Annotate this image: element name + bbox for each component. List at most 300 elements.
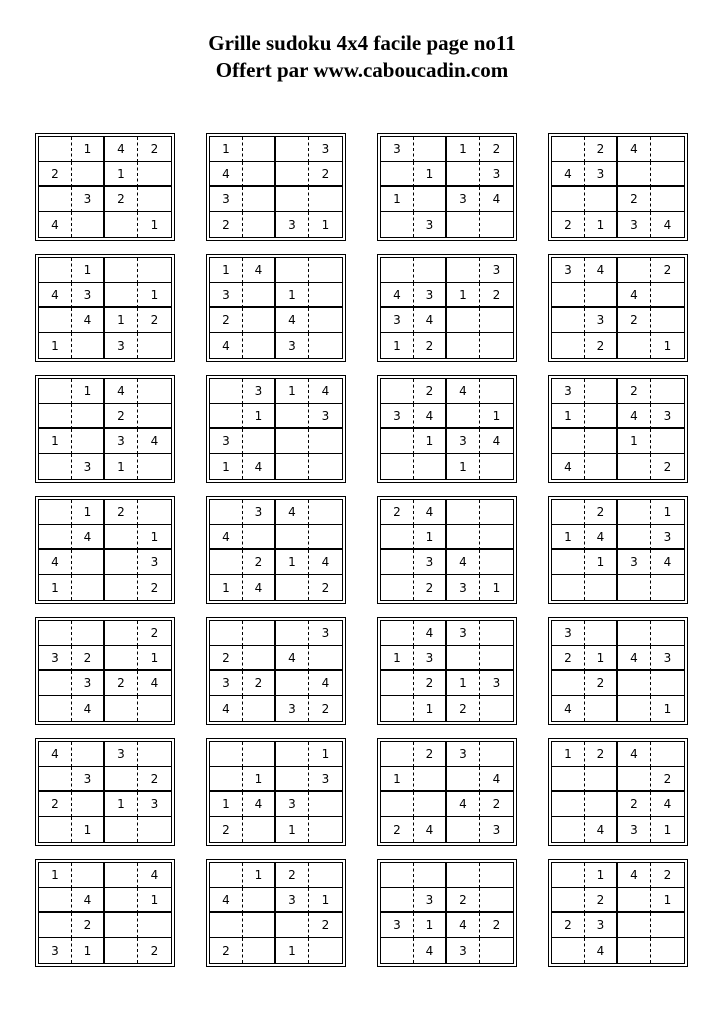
sudoku-grid-inner [209,257,343,359]
sudoku-cell [138,696,171,721]
sudoku-cell [381,379,414,404]
sudoku-cell [105,283,138,308]
sudoku-cell: 2 [480,137,513,162]
sudoku-cell [105,646,138,671]
sudoku-grid-inner [380,620,514,722]
sudoku-cell: 2 [381,500,414,525]
sudoku-cell [72,429,105,454]
sudoku-cell: 1 [414,913,447,938]
sudoku-cell: 2 [138,308,171,333]
sudoku-cell [618,333,651,358]
sudoku-cell: 4 [480,187,513,212]
sudoku-cell: 4 [276,308,309,333]
sudoku-cell [414,137,447,162]
sudoku-cell: 4 [138,429,171,454]
sudoku-cell: 2 [243,671,276,696]
sudoku-cell: 2 [105,404,138,429]
sudoku-grid [206,375,346,483]
sudoku-cell [585,187,618,212]
sudoku-cell: 4 [663,217,672,232]
sudoku-cell [309,817,342,842]
sudoku-grid [548,254,688,362]
sudoku-cell: 1 [105,792,138,817]
sudoku-cell [447,817,480,842]
sudoku-cell [39,696,72,721]
sudoku-cell [243,621,276,646]
sudoku-cell: 1 [72,379,105,404]
sudoku-cell: 1 [663,822,672,837]
sudoku-cell [276,671,309,696]
sudoku-cell [39,888,72,913]
sudoku-cell [552,550,585,575]
sudoku-cell: 1 [138,646,171,671]
sudoku-cell: 1 [414,525,447,550]
sudoku-cell [138,404,171,429]
sudoku-cell [309,187,342,212]
sudoku-cell: 2 [210,212,243,237]
sudoku-cell: 3 [651,404,684,429]
sudoku-cell [39,621,72,646]
sudoku-cell: 4 [381,283,414,308]
sudoku-cell [39,817,72,842]
sudoku-cell: 3 [552,379,585,404]
sudoku-cell: 2 [39,792,72,817]
sudoku-cell [381,454,414,479]
sudoku-cell [72,792,105,817]
sudoku-cell [210,863,243,888]
sudoku-cell [381,621,414,646]
sudoku-cell [381,550,414,575]
sudoku-cell [585,379,618,404]
sudoku-grid [377,738,517,846]
sudoku-grid-inner [38,499,172,601]
sudoku-cell [552,137,585,162]
sudoku-grid-inner [380,862,514,964]
sudoku-cell [105,212,138,237]
page-title: Grille sudoku 4x4 facile page no11 [208,31,516,55]
sudoku-cell [72,162,105,187]
sudoku-cell: 3 [309,404,342,429]
sudoku-cell: 4 [105,379,138,404]
sudoku-cell [105,525,138,550]
sudoku-grid [377,375,517,483]
sudoku-cell [414,767,447,792]
sudoku-cell [480,863,513,888]
sudoku-cell [480,333,513,358]
sudoku-cell: 3 [480,671,513,696]
sudoku-cell [138,817,171,842]
sudoku-grid-inner [551,620,685,722]
sudoku-cell: 4 [276,500,309,525]
sudoku-grid [206,133,346,241]
sudoku-cell: 4 [414,500,447,525]
sudoku-grid-inner [551,136,685,238]
sudoku-cell [276,913,309,938]
sudoku-cell: 4 [618,646,651,671]
sudoku-cell: 4 [447,550,480,575]
sudoku-cell: 2 [552,212,585,237]
sudoku-grid [548,496,688,604]
sudoku-cell: 2 [210,308,243,333]
sudoku-grid [377,254,517,362]
sudoku-grid [35,859,175,967]
sudoku-cell: 1 [447,454,480,479]
sudoku-cell: 4 [480,429,513,454]
sudoku-cell: 2 [105,500,138,525]
sudoku-cell: 3 [210,429,243,454]
sudoku-cell: 4 [414,621,447,646]
sudoku-cell: 4 [39,550,72,575]
sudoku-cell: 3 [72,767,105,792]
sudoku-cell [309,525,342,550]
sudoku-cell [72,742,105,767]
sudoku-grid [35,254,175,362]
sudoku-cell [243,162,276,187]
sudoku-cell [480,888,513,913]
sudoku-cell [381,696,414,721]
sudoku-grid-inner [209,136,343,238]
sudoku-cell: 4 [618,404,651,429]
sudoku-cell [210,379,243,404]
sudoku-cell [618,525,651,550]
sudoku-cell [276,187,309,212]
sudoku-cell [552,187,585,212]
sudoku-cell: 1 [243,767,276,792]
sudoku-cell [72,863,105,888]
sudoku-cell [585,575,618,600]
sudoku-cell: 4 [210,888,243,913]
sudoku-cell [210,404,243,429]
page-subtitle: Offert par www.caboucadin.com [215,58,509,82]
sudoku-cell: 3 [447,575,480,600]
sudoku-cell [480,454,513,479]
sudoku-cell: 2 [447,696,480,721]
sudoku-cell [243,888,276,913]
sudoku-cell: 3 [309,137,342,162]
sudoku-cell: 2 [618,792,651,817]
sudoku-cell [276,258,309,283]
sudoku-cell: 1 [276,550,309,575]
sudoku-cell [414,454,447,479]
sudoku-cell [243,817,276,842]
sudoku-cell [243,696,276,721]
sudoku-cell: 3 [210,671,243,696]
sudoku-cell [39,379,72,404]
sudoku-cell [105,621,138,646]
sudoku-cell: 4 [72,888,105,913]
sudoku-cell: 1 [138,283,171,308]
sudoku-cell [651,913,684,938]
sudoku-cell: 1 [105,162,138,187]
sudoku-cell: 3 [414,550,447,575]
sudoku-cell: 2 [447,888,480,913]
sudoku-cell: 1 [276,817,309,842]
sudoku-cell: 3 [276,212,309,237]
sudoku-cell: 2 [480,283,513,308]
sudoku-cell: 1 [138,525,171,550]
sudoku-cell [105,863,138,888]
sudoku-cell: 1 [552,404,585,429]
sudoku-cell: 4 [447,913,480,938]
sudoku-cell: 3 [585,308,618,333]
sudoku-cell [105,696,138,721]
sudoku-cell: 2 [414,575,447,600]
sudoku-cell [480,525,513,550]
sudoku-cell: 3 [276,888,309,913]
sudoku-cell: 4 [585,817,618,842]
sudoku-grid-inner [38,378,172,480]
sudoku-cell: 1 [276,283,309,308]
sudoku-cell: 3 [447,938,480,963]
sudoku-cell [618,621,651,646]
sudoku-cell: 2 [150,580,159,595]
sudoku-grid [377,133,517,241]
sudoku-cell [276,525,309,550]
sudoku-cell: 2 [105,187,138,212]
sudoku-cell [552,575,585,600]
sudoku-cell: 3 [276,333,309,358]
sudoku-cell [138,454,171,479]
sudoku-cell [276,137,309,162]
sudoku-grid-inner [380,741,514,843]
sudoku-cell [72,404,105,429]
sudoku-cell [414,258,447,283]
sudoku-grid-inner [551,741,685,843]
sudoku-grid [206,254,346,362]
sudoku-cell: 3 [651,525,684,550]
sudoku-cell [138,500,171,525]
sudoku-cell: 1 [414,429,447,454]
sudoku-cell: 4 [72,308,105,333]
sudoku-cell: 2 [210,938,243,963]
sudoku-cell [39,308,72,333]
sudoku-cell: 1 [585,646,618,671]
sudoku-grid [548,375,688,483]
sudoku-cell: 3 [492,822,501,837]
sudoku-cell: 3 [276,696,309,721]
sudoku-cell [39,187,72,212]
sudoku-cell: 4 [39,212,72,237]
sudoku-cell: 3 [447,621,480,646]
sudoku-cell [480,938,513,963]
sudoku-cell: 1 [381,646,414,671]
sudoku-cell [447,162,480,187]
sudoku-cell: 4 [585,525,618,550]
sudoku-cell [651,187,684,212]
sudoku-cell [480,212,513,237]
sudoku-cell [243,938,276,963]
sudoku-grid [35,738,175,846]
sudoku-cell [447,212,480,237]
sudoku-cell [276,429,309,454]
sudoku-grid [377,859,517,967]
sudoku-cell: 2 [663,459,672,474]
sudoku-cell: 1 [150,217,159,232]
sudoku-cell: 2 [480,792,513,817]
sudoku-cell [243,308,276,333]
sudoku-cell [480,621,513,646]
sudoku-cell: 4 [243,792,276,817]
sudoku-cell: 1 [309,888,342,913]
sudoku-cell: 1 [651,888,684,913]
sudoku-cell: 3 [138,792,171,817]
sudoku-cell: 4 [210,525,243,550]
sudoku-cell [447,258,480,283]
sudoku-cell: 3 [138,550,171,575]
sudoku-cell: 4 [618,742,651,767]
sudoku-cell: 2 [309,162,342,187]
sudoku-cell [243,913,276,938]
sudoku-cell [381,212,414,237]
sudoku-cell: 2 [138,137,171,162]
sudoku-cell: 1 [72,137,105,162]
sudoku-cell: 3 [381,308,414,333]
sudoku-cell: 1 [480,404,513,429]
sudoku-cell: 1 [585,212,618,237]
sudoku-cell: 2 [651,258,684,283]
sudoku-cell [39,525,72,550]
sudoku-cell [210,767,243,792]
sudoku-cell [480,696,513,721]
sudoku-cell: 1 [210,792,243,817]
sudoku-cell [381,258,414,283]
sudoku-cell [447,308,480,333]
sudoku-grid [35,617,175,725]
sudoku-cell [480,646,513,671]
sudoku-cell [105,575,138,600]
sudoku-cell [651,671,684,696]
sudoku-cell [381,671,414,696]
sudoku-cell [618,696,651,721]
sudoku-cell: 3 [552,258,585,283]
sudoku-cell [585,696,618,721]
sudoku-cell: 4 [276,646,309,671]
sudoku-cell: 2 [552,646,585,671]
sudoku-cell [72,333,105,358]
sudoku-cell [414,863,447,888]
sudoku-grid-inner [38,741,172,843]
sudoku-cell: 4 [618,137,651,162]
sudoku-cell [39,137,72,162]
sudoku-cell [585,429,618,454]
sudoku-cell [381,742,414,767]
sudoku-cell: 3 [618,212,651,237]
sudoku-cell: 1 [210,258,243,283]
sudoku-cell [480,550,513,575]
sudoku-cell [618,454,651,479]
sudoku-cell: 3 [585,162,618,187]
sudoku-cell [552,767,585,792]
sudoku-cell: 4 [414,404,447,429]
sudoku-cell [39,258,72,283]
sudoku-cell [276,621,309,646]
sudoku-cell [39,671,72,696]
sudoku-grid-inner [380,499,514,601]
sudoku-cell: 4 [414,938,447,963]
sudoku-cell: 1 [72,500,105,525]
sudoku-cell: 4 [243,258,276,283]
sudoku-cell: 2 [210,646,243,671]
sudoku-cell [552,429,585,454]
sudoku-cell [39,454,72,479]
sudoku-cell [480,500,513,525]
sudoku-grid [35,496,175,604]
sudoku-cell [552,863,585,888]
sudoku-cell: 3 [552,621,585,646]
sudoku-cell [651,575,684,600]
sudoku-cell: 4 [309,671,342,696]
sudoku-cell: 1 [105,308,138,333]
sudoku-cell [309,258,342,283]
sudoku-cell: 1 [243,863,276,888]
sudoku-cell [210,742,243,767]
sudoku-cell [618,500,651,525]
sudoku-cell [309,863,342,888]
sudoku-cell: 4 [243,575,276,600]
sudoku-cell: 4 [447,792,480,817]
sudoku-cell [138,162,171,187]
sudoku-cell [138,258,171,283]
sudoku-cell [72,212,105,237]
sudoku-cell: 1 [663,701,672,716]
sudoku-cell: 2 [651,863,684,888]
sudoku-cell: 4 [480,767,513,792]
sudoku-cell [309,500,342,525]
sudoku-cell: 2 [414,742,447,767]
sudoku-cell [552,888,585,913]
sudoku-cell: 2 [618,308,651,333]
sudoku-cell: 3 [39,646,72,671]
sudoku-cell [447,863,480,888]
sudoku-cell: 3 [72,454,105,479]
sudoku-cell: 4 [552,162,585,187]
sudoku-grid-inner [38,620,172,722]
sudoku-cell: 3 [414,646,447,671]
sudoku-cell [447,646,480,671]
sudoku-cell [585,283,618,308]
sudoku-cell: 3 [651,646,684,671]
sudoku-cell [276,404,309,429]
sudoku-grid-inner [209,499,343,601]
sudoku-cell [552,333,585,358]
sudoku-grid-inner [209,741,343,843]
sudoku-cell [651,379,684,404]
sudoku-cell: 3 [210,283,243,308]
sudoku-cell: 4 [39,283,72,308]
sudoku-cell [105,888,138,913]
sudoku-cell [447,500,480,525]
sudoku-cell [309,454,342,479]
sudoku-cell: 4 [39,742,72,767]
sudoku-cell: 3 [39,938,72,963]
sudoku-cell: 3 [72,671,105,696]
sudoku-cell: 1 [321,217,330,232]
sudoku-cell: 4 [585,258,618,283]
sudoku-cell [309,646,342,671]
sudoku-cell [309,792,342,817]
sudoku-cell [552,308,585,333]
sudoku-cell [381,429,414,454]
sudoku-cell: 2 [585,671,618,696]
sudoku-cell: 2 [39,162,72,187]
sudoku-cell [618,258,651,283]
sudoku-cell [243,742,276,767]
sudoku-cell [447,767,480,792]
sudoku-cell: 2 [585,500,618,525]
sudoku-cell: 4 [651,550,684,575]
sudoku-cell [309,308,342,333]
sudoku-cell: 4 [138,863,171,888]
